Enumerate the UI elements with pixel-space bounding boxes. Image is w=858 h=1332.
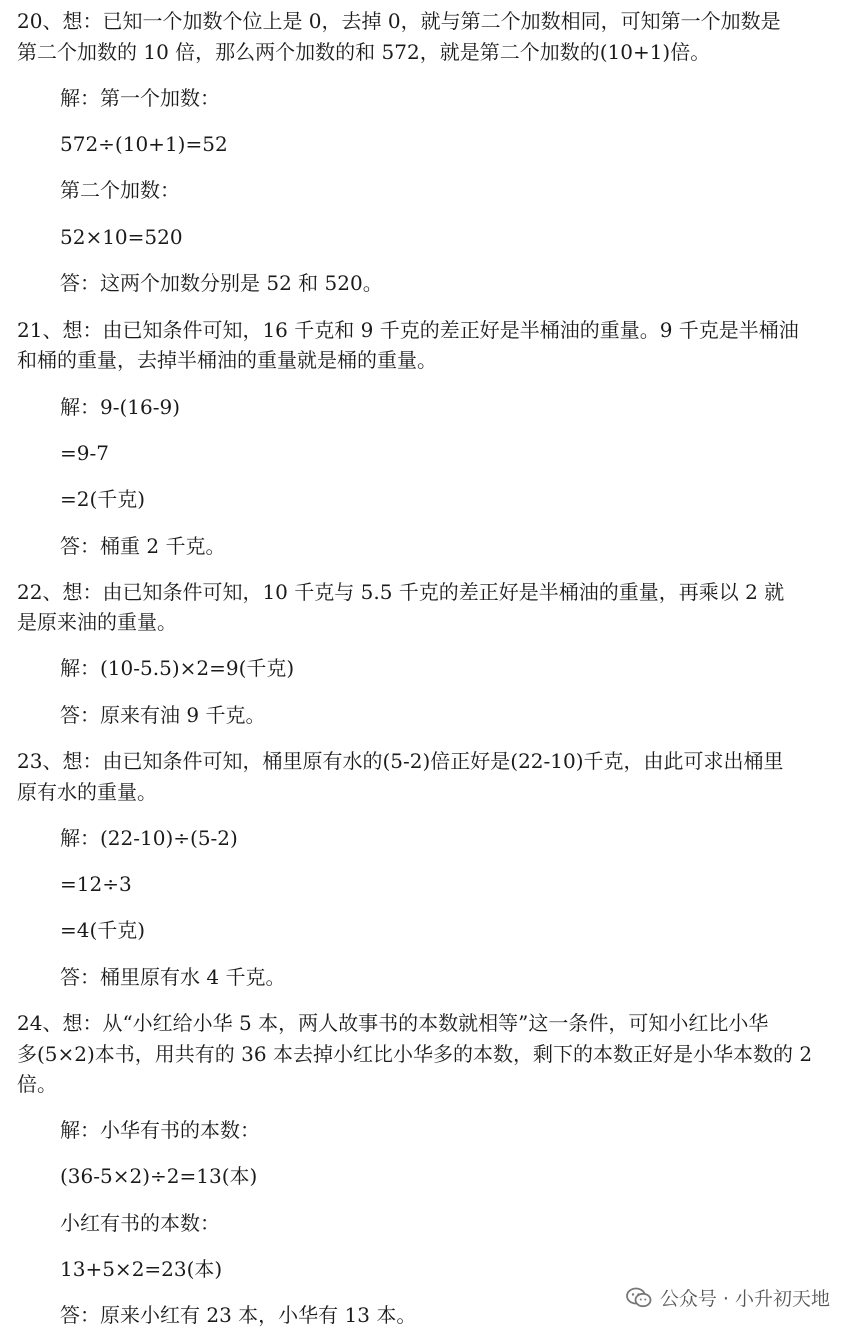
text-line: 20、想：已知一个加数个位上是 0，去掉 0，就与第二个加数相同，可知第一个加数是 <box>17 9 781 33</box>
text-line: 22、想：由已知条件可知，10 千克与 5.5 千克的差正好是半桶油的重量，再乘以 2 就 <box>17 580 785 604</box>
answer-line: 答：原来有油 9 千克。 <box>60 703 266 727</box>
text-line: 23、想：由已知条件可知，桶里原有水的(5-2)倍正好是(22-10)千克，由此可求出桶里 <box>17 749 784 773</box>
formula-line: 572÷(10+1)=52 <box>60 132 228 156</box>
text-line: 是原来油的重量。 <box>17 610 177 634</box>
answer-line: 答：桶里原有水 4 千克。 <box>60 965 286 989</box>
formula-line: 解：(10-5.5)×2=9(千克) <box>60 656 295 680</box>
watermark <box>626 1284 830 1311</box>
answer-line: 答：桶重 2 千克。 <box>60 534 226 558</box>
wechat-icon <box>626 1287 652 1309</box>
text-line: 解：小华有书的本数： <box>60 1118 260 1142</box>
formula-line: =4(千克) <box>60 918 146 942</box>
watermark-text: 公众号 · 小升初天地 <box>659 1288 830 1310</box>
text-line: 24、想：从“小红给小华 5 本，两人故事书的本数就相等”这一条件，可知小红比小华 <box>17 1011 769 1035</box>
formula-line: =12÷3 <box>60 872 132 896</box>
formula-line: 解：9-(16-9) <box>60 395 181 419</box>
text-line: 小红有书的本数： <box>60 1211 220 1235</box>
formula-line: 52×10=520 <box>60 225 183 249</box>
text-line: 解：第一个加数： <box>60 86 220 110</box>
text-line: 第二个加数的 10 倍，那么两个加数的和 572，就是第二个加数的(10+1)倍。 <box>17 40 711 64</box>
text-line: 原有水的重量。 <box>17 780 157 804</box>
text-line: 和桶的重量，去掉半桶油的重量就是桶的重量。 <box>17 348 437 372</box>
formula-line: 13+5×2=23(本) <box>60 1257 223 1281</box>
text-line: 多(5×2)本书，用共有的 36 本去掉小红比小华多的本数，剩下的本数正好是小华本数的 2 <box>17 1042 813 1066</box>
answer-line: 答：原来小红有 23 本，小华有 13 本。 <box>60 1303 417 1327</box>
formula-line: =9-7 <box>60 441 109 465</box>
answer-line: 答：这两个加数分别是 52 和 520。 <box>60 271 383 295</box>
text-line: 21、想：由已知条件可知，16 千克和 9 千克的差正好是半桶油的重量。9 千克是半桶油 <box>17 318 799 342</box>
formula-line: =2(千克) <box>60 487 146 511</box>
text-line: 倍。 <box>17 1072 57 1096</box>
formula-line: 解：(22-10)÷(5-2) <box>60 826 238 850</box>
text-line: 第二个加数： <box>60 178 180 202</box>
formula-line: (36-5×2)÷2=13(本) <box>60 1164 258 1188</box>
